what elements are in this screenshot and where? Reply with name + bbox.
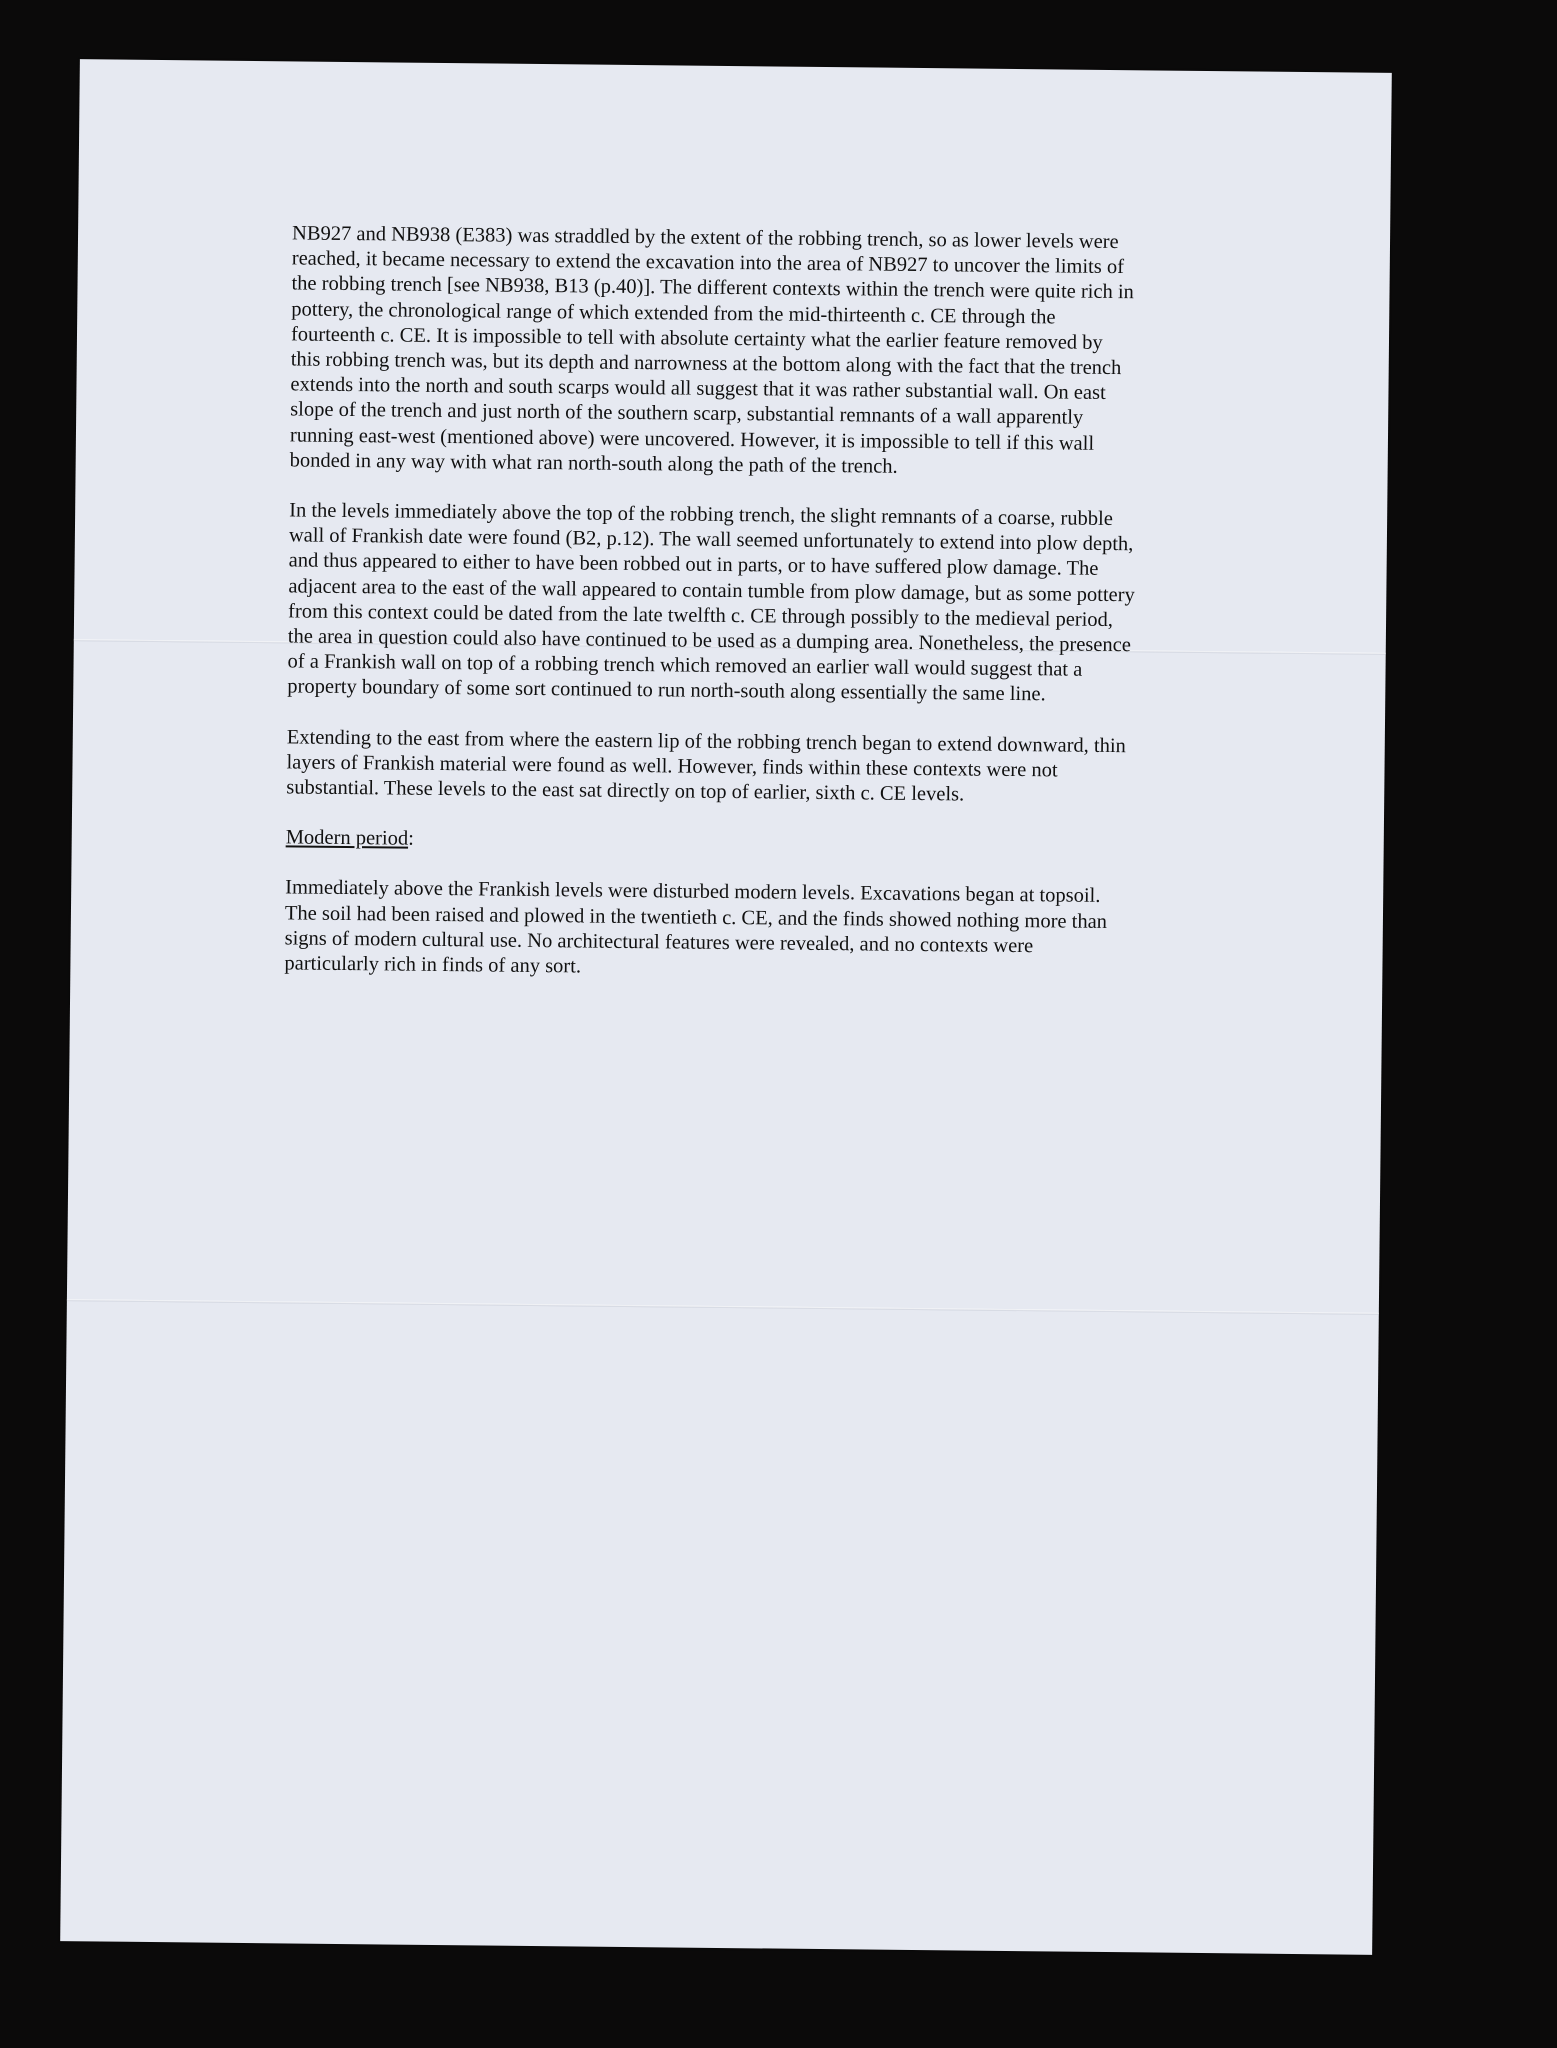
- paragraph-east-extension: Extending to the east from where the eastern lip of the robbing trench began to extend downward, thin layers of Frankish material were found as well. However, finds within these contexts were not substantial. These levels to the east sat directly on top of earlier, sixth c. CE levels.: [286, 726, 1126, 806]
- paragraph-modern-period: Immediately above the Frankish levels were disturbed modern levels. Excavations began at topsoil. The soil had been raised and plowed in the twentieth c. CE, and the finds showed nothing more than signs of modern cultural use. No architectural features were revealed, and no contexts were particularly rich in finds of any sort.: [284, 876, 1108, 978]
- paragraph-robbing-trench: NB927 and NB938 (E383) was straddled by the extent of the robbing trench, so as lower levels were reached, it became necessary to extend the excavation into the area of NB927 to uncover the limits of the robbing trench [see NB938, B13 (p.40)]. The different contexts within the trench were quite rich in pottery, the chronological range of which extended from the mid-thirteenth c. CE through the fourteenth c. CE. It is impossible to tell with absolute certainty what the earlier feature removed by this robbing trench was, but its depth and narrowness at the bottom along with the fact that the trench extends into the north and south scarps would all suggest that it was rather substantial wall. On east slope of the trench and just north of the southern scarp, substantial remnants of a wall apparently running east-west (mentioned above) were uncovered. However, it is impossible to tell if this wall bonded in any way with what ran north-south along the path of the trench.: [289, 222, 1134, 478]
- paper-sheet: [60, 59, 1392, 1955]
- section-heading-colon: :: [408, 827, 414, 850]
- section-heading: [286, 826, 1206, 861]
- section-heading-text: Modern period: [285, 826, 409, 850]
- fold-crease-lower: [67, 1299, 1379, 1315]
- document-body: [284, 221, 1212, 1011]
- paragraph-frankish-wall: In the levels immediately above the top of the robbing trench, the slight remnants of a coarse, rubble wall of Frankish date were found (B2, p.12). The wall seemed unfortunately to extend into plow depth, and thus appeared to either to have been robbed out in parts, or to have suffered plow damage. The adjacent area to the east of the wall appeared to contain tumble from plow damage, but as some pottery from this context could be dated from the late twelfth c. CE through possibly to the medieval period, the area in question could also have continued to be used as a dumping area. Nonetheless, the presence of a Frankish wall on top of a robbing trench which removed an earlier wall would suggest that a property boundary of some sort continued to run north-south along essentially the same line.: [287, 499, 1135, 706]
